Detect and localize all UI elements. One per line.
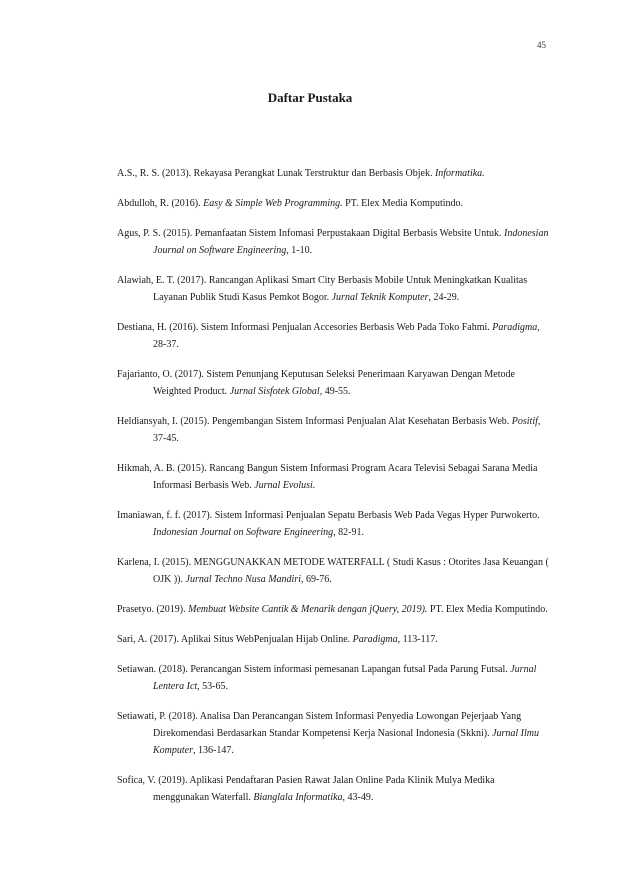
reference-pages: , 43-49. bbox=[342, 792, 374, 803]
reference-text: Destiana, H. (2016). Sistem Informasi Penjualan Accesories Berbasis Web Pada Toko Fahmi. bbox=[117, 322, 493, 333]
reference-pages: PT. Elex Media Komputindo. bbox=[342, 198, 463, 209]
reference-text: Imaniawan, f. f. (2017). Sistem Informasi Penjualan Sepatu Berbasis Web Pada Vegas Hyper Purwokerto. bbox=[117, 510, 540, 521]
reference-entry bbox=[117, 225, 549, 259]
reference-source-title: Indonesian Journal on Software Engineering bbox=[153, 527, 334, 538]
reference-entry bbox=[117, 195, 549, 212]
reference-entry bbox=[117, 366, 549, 400]
page-number: 45 bbox=[537, 40, 546, 50]
reference-source-title: Membuat Website Cantik & Menarik dengan jQuery, 2019). bbox=[188, 604, 428, 615]
reference-text: Sofica, V. (2019). Aplikasi Pendaftaran Pasien Rawat Jalan Online Pada Klinik Mulya Medika menggunakan Waterfall. bbox=[117, 775, 495, 803]
reference-pages: , 82-91. bbox=[333, 527, 365, 538]
reference-source-title: Paradigma bbox=[352, 634, 398, 645]
reference-text: A.S., R. S. (2013). Rekayasa Perangkat Lunak Terstruktur dan Berbasis Objek. bbox=[117, 168, 435, 179]
reference-pages: , 1-10. bbox=[286, 245, 313, 256]
reference-text: Sari, A. (2017). Aplikai Situs WebPenjualan Hijab Online. bbox=[117, 634, 353, 645]
reference-pages: , 24-29. bbox=[428, 292, 460, 303]
reference-pages: , 28-37. bbox=[153, 322, 540, 350]
reference-text: Prasetyo. (2019). bbox=[117, 604, 189, 615]
reference-entry bbox=[117, 413, 549, 447]
reference-entry bbox=[117, 319, 549, 353]
reference-entry bbox=[117, 165, 549, 182]
reference-pages: , 37-45. bbox=[153, 416, 541, 444]
reference-entry bbox=[117, 272, 549, 306]
reference-source-title: Bianglala Informatika bbox=[253, 792, 343, 803]
reference-text: Karlena, I. (2015). MENGGUNAKKAN METODE WATERFALL ( Studi Kasus : Otorites Jasa Keuangan ( OJK )). bbox=[117, 557, 549, 585]
reference-source-title: Jurnal Ilmu Komputer bbox=[153, 728, 540, 756]
reference-pages: , 53-65. bbox=[197, 681, 228, 692]
reference-entry bbox=[117, 460, 549, 494]
reference-text: Setiawati, P. (2018). Analisa Dan Perancangan Sistem Informasi Penyedia Lowongan Pejerjaab Yang Direkomendasi Berdasarkan Standar Kompetensi Kerja Nasional Indonesia (Skkni). bbox=[117, 711, 522, 739]
reference-source-title: Indonesian Journal on Software Engineering bbox=[153, 228, 549, 256]
reference-pages: , 49-55. bbox=[319, 386, 351, 397]
reference-text: Hikmah, A. B. (2015). Rancang Bangun Sistem Informasi Program Acara Televisi Sebagai Sarana Media Informasi Berbasis Web. bbox=[117, 463, 538, 491]
reference-entry bbox=[117, 772, 549, 806]
reference-pages: , 113-117. bbox=[397, 634, 438, 645]
reference-source-title: Jurnal Techno Nusa Mandiri bbox=[185, 574, 301, 585]
reference-source-title: Paradigma bbox=[492, 322, 538, 333]
reference-pages: PT. Elex Media Komputindo. bbox=[427, 604, 548, 615]
reference-text: Abdulloh, R. (2016). bbox=[117, 198, 204, 209]
reference-source-title: Jurnal Evolusi. bbox=[254, 480, 316, 491]
reference-source-title: Informatika. bbox=[434, 168, 485, 179]
reference-entry bbox=[117, 554, 549, 588]
reference-text: Fajarianto, O. (2017). Sistem Penunjang Keputusan Seleksi Penerimaan Karyawan Dengan Metode Weighted Product. bbox=[117, 369, 515, 397]
reference-text: Agus, P. S. (2015). Pemanfaatan Sistem Infomasi Perpustakaan Digital Berbasis Website Untuk. bbox=[117, 228, 505, 239]
reference-source-title: Positif bbox=[511, 416, 538, 427]
reference-source-title: Easy & Simple Web Programming. bbox=[203, 198, 343, 209]
reference-entry bbox=[117, 507, 549, 541]
reference-source-title: Jurnal Teknik Komputer bbox=[331, 292, 429, 303]
reference-text: Setiawan. (2018). Perancangan Sistem informasi pemesanan Lapangan futsal Pada Parung Futsal. bbox=[117, 664, 511, 675]
reference-entry bbox=[117, 601, 549, 618]
reference-entry bbox=[117, 631, 549, 648]
reference-text: Alawiah, E. T. (2017). Rancangan Aplikasi Smart City Berbasis Mobile Untuk Meningkatkan Kualitas Layanan Publik Studi Kasus Pemkot Bogor. bbox=[117, 275, 528, 303]
reference-text: Heldiansyah, I. (2015). Pengembangan Sistem Informasi Penjualan Alat Kesehatan Berbasis Web. bbox=[117, 416, 512, 427]
reference-source-title: Jurnal Sisfotek Global bbox=[229, 386, 320, 397]
reference-source-title: Jurnal Lentera Ict bbox=[153, 664, 537, 692]
reference-pages: , 69-76. bbox=[300, 574, 332, 585]
reference-pages: , 136-147. bbox=[193, 745, 234, 756]
page-title: Daftar Pustaka bbox=[267, 90, 353, 105]
reference-entry bbox=[117, 708, 549, 759]
reference-entry bbox=[117, 661, 549, 695]
reference-list bbox=[117, 165, 549, 819]
